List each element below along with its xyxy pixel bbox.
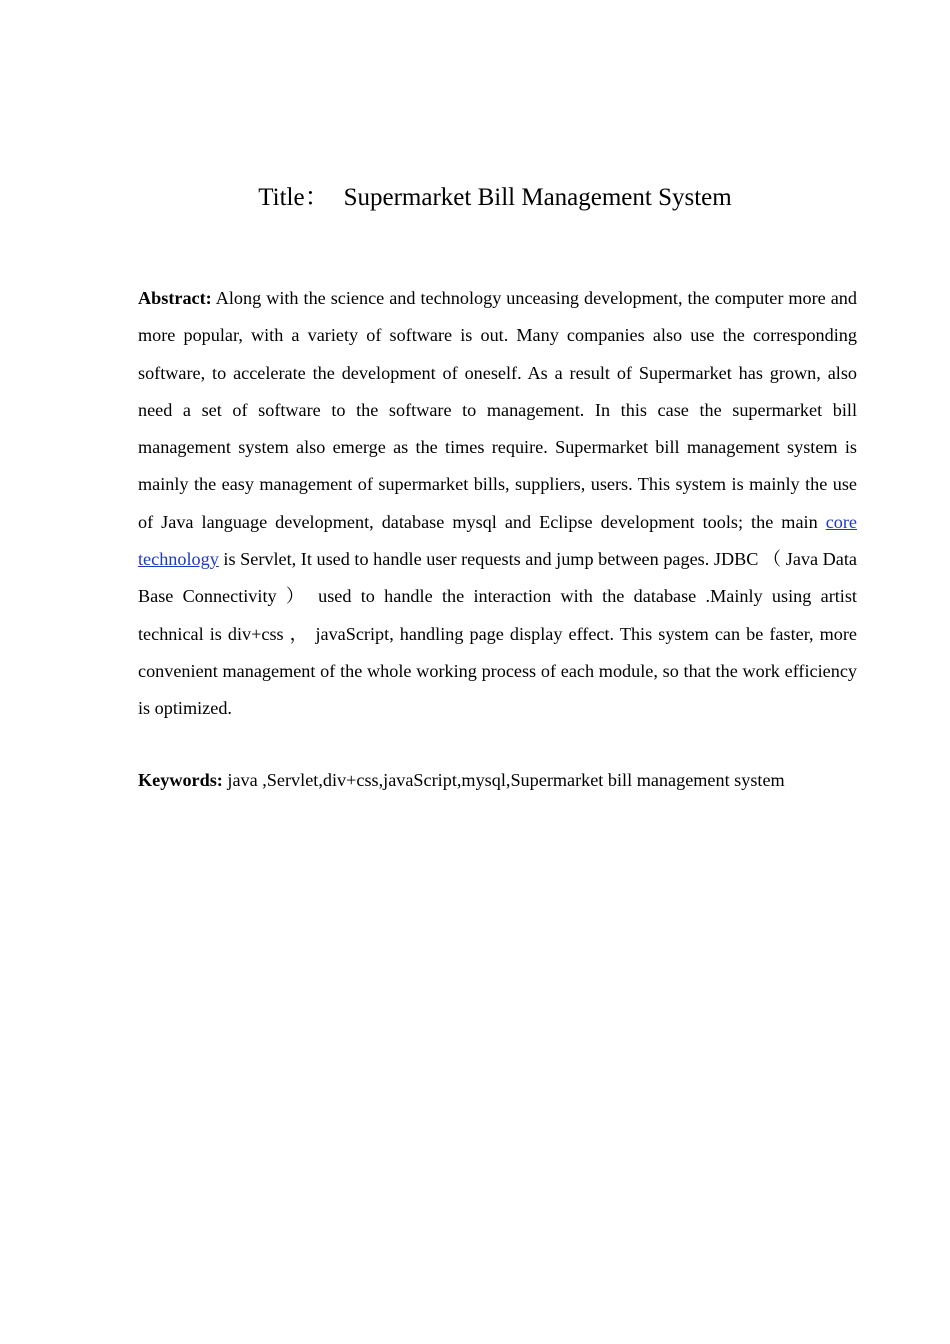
keywords-line <box>138 762 898 799</box>
title-label: Title： <box>258 184 330 211</box>
abstract-paragraph <box>138 280 857 728</box>
page-title <box>0 182 950 214</box>
abstract-text-part-2: is Servlet, It used to handle user requests and jump between pages. JDBC （ Java Data Base Connectivity ） used to handle the interaction with the database .Mainly using artist technical is div+css ， javaScript, handling page display effect. This system can be faster, more convenient management of the whole working process of each module, so that the work efficiency is optimized. <box>138 549 857 719</box>
technology-link[interactable]: technology <box>138 549 219 570</box>
keywords-text: java ,Servlet,div+css,javaScript,mysql,Supermarket bill management system <box>222 770 785 790</box>
title-text: Supermarket Bill Management System <box>343 184 732 211</box>
core-link[interactable]: core <box>825 511 857 532</box>
keywords-label: Keywords: <box>138 770 223 790</box>
abstract-text-part-1: Along with the science and technology unceasing development, the computer more and more popular, with a variety of software is out. Many companies also use the corresponding software, to accelerate the development of oneself. As a result of Supermarket has grown, also need a set of software to the software to management. In this case the supermarket bill management system also emerge as the times require. Supermarket bill management system is mainly the easy management of supermarket bills, suppliers, users. This system is mainly the use of Java language development, database mysql and Eclipse development tools; the main <box>138 288 857 532</box>
abstract-label: Abstract: <box>138 288 212 308</box>
